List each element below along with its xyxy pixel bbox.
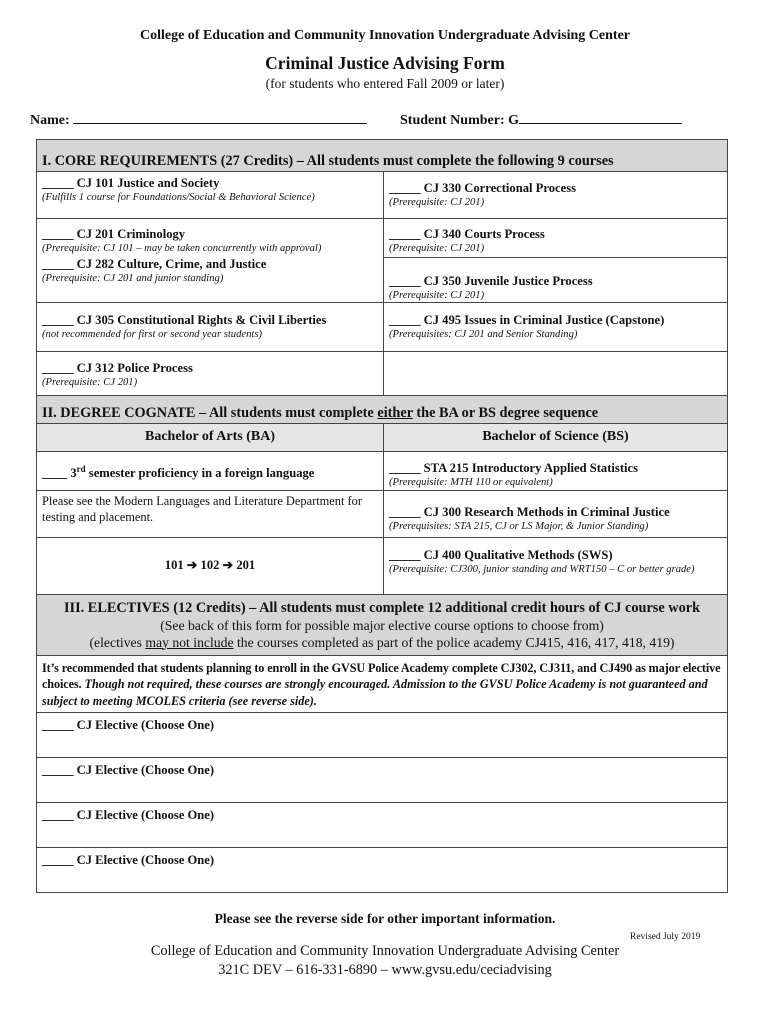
core-course-cj350[interactable]: _____ CJ 350 Juvenile Justice Process (Prerequisite: CJ 201)	[384, 257, 728, 302]
cognate-heading: II. DEGREE COGNATE – All students must complete either the BA or BS degree sequence	[37, 395, 728, 423]
ba-sequence: 101 ➔ 102 ➔ 201	[37, 537, 384, 594]
core-heading: I. CORE REQUIREMENTS (27 Credits) – All students must complete the following 9 courses	[37, 140, 728, 172]
bs-course-cj400[interactable]: _____ CJ 400 Qualitative Methods (SWS) (Prerequisite: CJ300, junior standing and WRT150 – C or better grade)	[384, 537, 728, 594]
core-course-cj305[interactable]: _____ CJ 305 Constitutional Rights & Civil Liberties (not recommended for first or second year students)	[37, 302, 384, 351]
advising-form-table	[36, 139, 728, 893]
revised-date: Revised July 2019	[630, 932, 701, 942]
form-title: Criminal Justice Advising Form	[265, 53, 505, 73]
form-subtitle: (for students who entered Fall 2009 or later)	[265, 76, 505, 91]
bs-course-cj300[interactable]: _____ CJ 300 Research Methods in Criminal Justice (Prerequisites: STA 215, CJ or LS Major, & Junior Standing)	[384, 490, 728, 537]
elective-slot-1[interactable]: _____ CJ Elective (Choose One)	[37, 713, 728, 758]
elective-slot-4[interactable]: _____ CJ Elective (Choose One)	[37, 848, 728, 893]
footer-contact: 321C DEV – 616-331-6890 – www.gvsu.edu/ceciadvising	[218, 962, 552, 978]
student-number-line[interactable]	[519, 111, 682, 124]
bs-course-sta215[interactable]: _____ STA 215 Introductory Applied Statistics (Prerequisite: MTH 110 or equivalent)	[384, 451, 728, 490]
student-number-field[interactable]	[400, 111, 682, 129]
core-course-cj340[interactable]: _____ CJ 340 Courts Process (Prerequisite: CJ 201)	[384, 219, 728, 258]
student-number-label: Student Number: G	[400, 113, 520, 128]
core-course-cj282[interactable]: _____ CJ 282 Culture, Crime, and Justice (Prerequisite: CJ 201 and junior standing)	[37, 257, 384, 302]
ba-placement-note: Please see the Modern Languages and Literature Department for testing and placement.	[37, 490, 384, 537]
core-empty-cell	[384, 351, 728, 395]
elective-slot-2[interactable]: _____ CJ Elective (Choose One)	[37, 758, 728, 803]
reverse-side-note: Please see the reverse side for other important information.	[214, 911, 556, 926]
ba-language-course[interactable]: ____ 3rd semester proficiency in a foreign language	[37, 451, 384, 490]
bs-label: Bachelor of Science (BS)	[384, 423, 728, 451]
footer-center-name: College of Education and Community Innovation Undergraduate Advising Center	[150, 943, 620, 959]
core-course-cj330[interactable]: _____ CJ 330 Correctional Process (Prerequisite: CJ 201)	[384, 172, 728, 219]
core-course-cj101[interactable]: _____ CJ 101 Justice and Society (Fulfills 1 course for Foundations/Social & Behavioral Science)	[37, 172, 384, 219]
ba-label: Bachelor of Arts (BA)	[37, 423, 384, 451]
arrow-right-icon: ➔	[186, 558, 198, 572]
elective-slot-3[interactable]: _____ CJ Elective (Choose One)	[37, 803, 728, 848]
core-course-cj495[interactable]: _____ CJ 495 Issues in Criminal Justice (Capstone) (Prerequisites: CJ 201 and Senior Standing)	[384, 302, 728, 351]
police-academy-recommendation: It’s recommended that students planning to enroll in the GVSU Police Academy complete CJ302, CJ311, and CJ490 as major elective choices. Though not required, these courses are strongly encouraged. Admission to the GVSU Police Academy is not guaranteed and subject to meeting MCOLES criteria (see reverse side).	[37, 655, 728, 713]
name-field[interactable]	[30, 111, 367, 129]
center-name-header: College of Education and Community Innovation Undergraduate Advising Center	[139, 28, 631, 43]
name-line[interactable]	[73, 111, 367, 124]
name-label: Name:	[30, 113, 70, 128]
arrow-right-icon: ➔	[222, 558, 234, 572]
core-course-cj312[interactable]: _____ CJ 312 Police Process (Prerequisite: CJ 201)	[37, 351, 384, 395]
electives-heading: III. ELECTIVES (12 Credits) – All students must complete 12 additional credit hours of CJ course work (See back of this form for possible major elective course options to choose from) (electives may not include the courses completed as part of the police academy CJ415, 416, 417, 418, 419)	[37, 594, 728, 655]
core-course-cj201[interactable]: _____ CJ 201 Criminology (Prerequisite: CJ 101 – may be taken concurrently with approval)	[37, 219, 384, 258]
